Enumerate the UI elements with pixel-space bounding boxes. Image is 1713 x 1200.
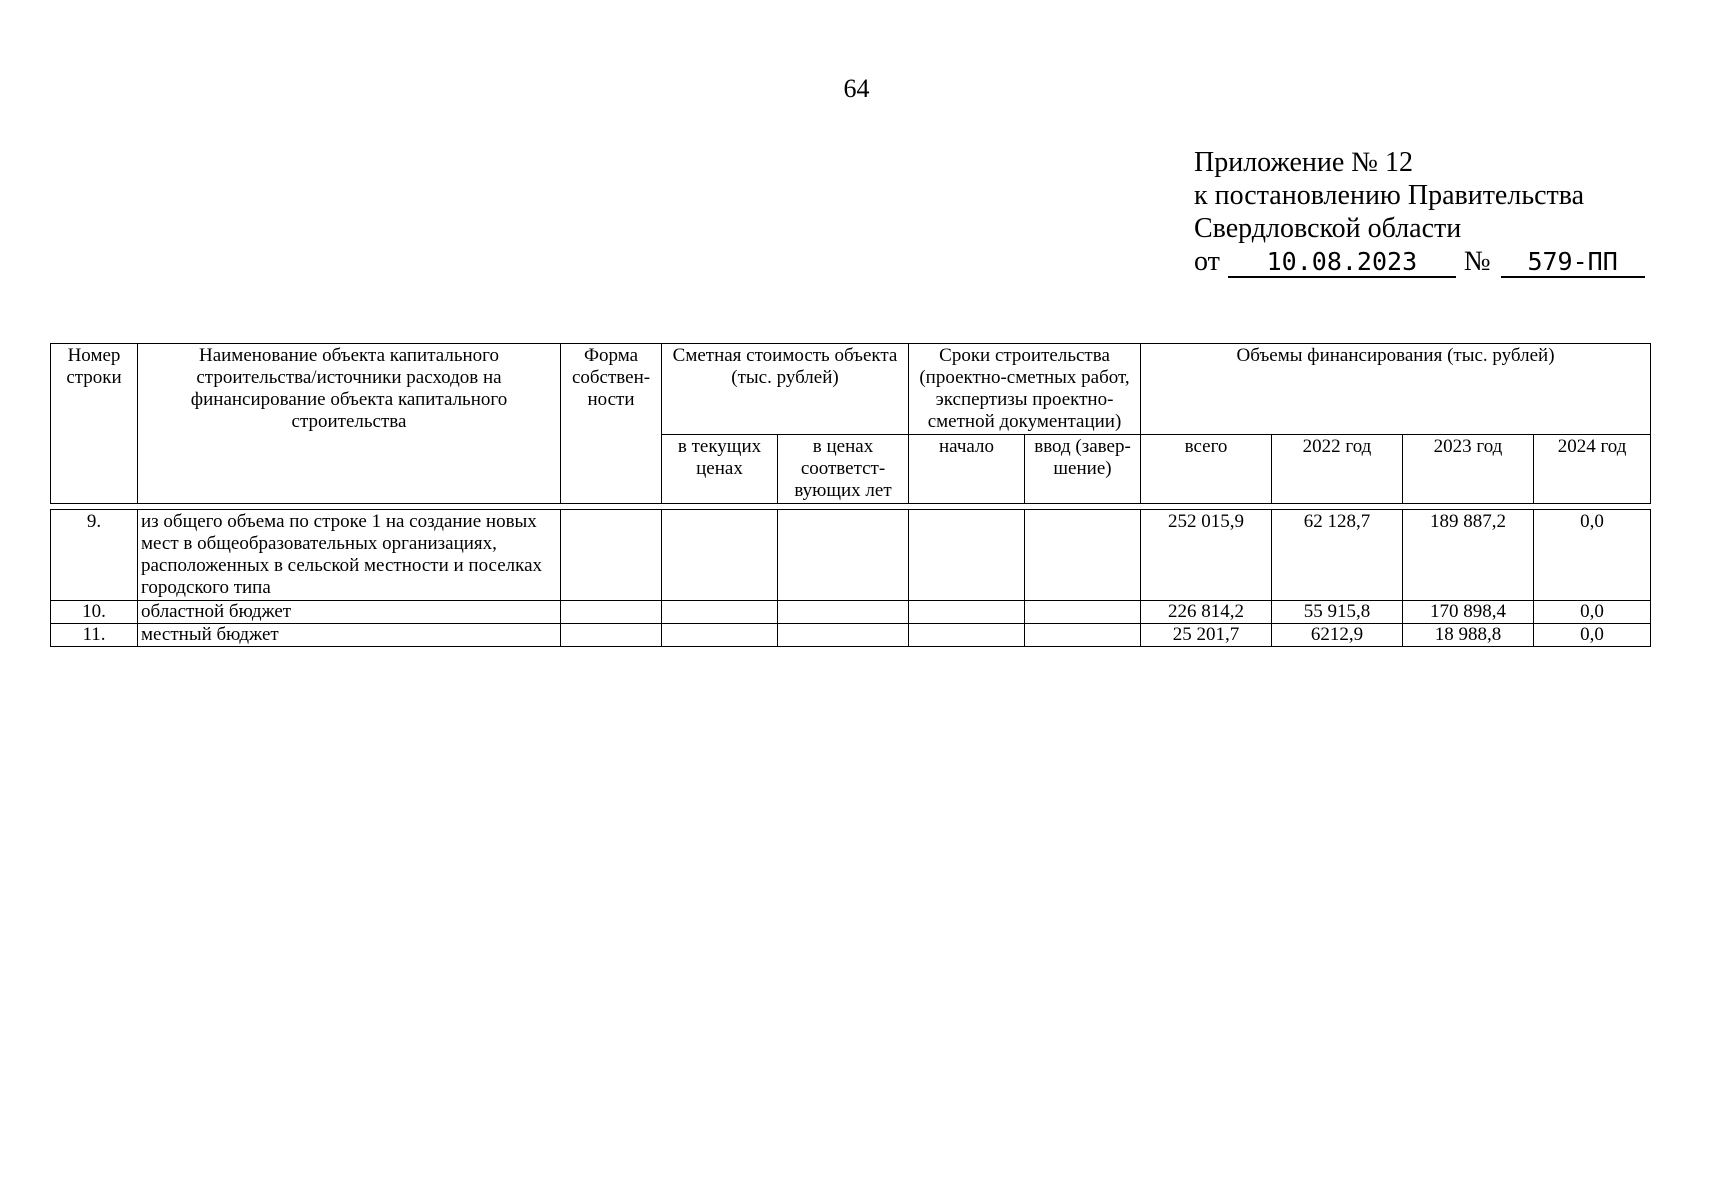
- row-number: 11.: [51, 624, 138, 647]
- row-completion: [1025, 601, 1141, 624]
- table-row: [51, 601, 1651, 624]
- appendix-line-3: Свердловской области: [1194, 213, 1462, 244]
- row-cost-years: [778, 624, 909, 647]
- row-cost-years: [778, 601, 909, 624]
- financing-table: [50, 343, 1651, 647]
- table-row: [51, 624, 1651, 647]
- header-cost-years: в ценах соответст-вующих лет: [778, 435, 909, 504]
- row-cost-current: [662, 510, 778, 601]
- decree-number: 579-ПП: [1501, 248, 1645, 278]
- header-total: всего: [1141, 435, 1272, 504]
- header-2023: 2023 год: [1403, 435, 1534, 504]
- header-2024: 2024 год: [1534, 435, 1651, 504]
- row-name: местный бюджет: [138, 624, 561, 647]
- row-cost-current: [662, 601, 778, 624]
- header-ownership: Форма собствен-ности: [561, 344, 662, 504]
- row-2023: 170 898,4: [1403, 601, 1534, 624]
- row-2024: 0,0: [1534, 510, 1651, 601]
- row-2022: 55 915,8: [1272, 601, 1403, 624]
- header-cost-current: в текущих ценах: [662, 435, 778, 504]
- row-total: 226 814,2: [1141, 601, 1272, 624]
- table-row: [51, 510, 1651, 601]
- row-ownership: [561, 601, 662, 624]
- row-name: областной бюджет: [138, 601, 561, 624]
- decree-date: 10.08.2023: [1228, 248, 1456, 278]
- row-number: 10.: [51, 601, 138, 624]
- header-completion: ввод (завер-шение): [1025, 435, 1141, 504]
- row-completion: [1025, 624, 1141, 647]
- header-construction-terms: Сроки строительства (проектно-сметных работ, экспертизы проектно-сметной документации): [909, 344, 1141, 435]
- row-cost-current: [662, 624, 778, 647]
- page-number: 64: [843, 74, 870, 103]
- appendix-date-line: [1194, 245, 1645, 278]
- appendix-line-2: к постановлению Правительства: [1194, 180, 1585, 211]
- row-2022: 62 128,7: [1272, 510, 1403, 601]
- header-row-number: Номер строки: [51, 344, 138, 504]
- number-label: №: [1463, 246, 1491, 277]
- row-ownership: [561, 510, 662, 601]
- header-financing: Объемы финансирования (тыс. рублей): [1141, 344, 1651, 435]
- header-name: Наименование объекта капитального строительства/источники расходов на финансирование объекта капитального строительства: [138, 344, 561, 504]
- row-total: 25 201,7: [1141, 624, 1272, 647]
- header-2022: 2022 год: [1272, 435, 1403, 504]
- row-start: [909, 624, 1025, 647]
- row-2024: 0,0: [1534, 624, 1651, 647]
- row-cost-years: [778, 510, 909, 601]
- row-2022: 6212,9: [1272, 624, 1403, 647]
- header-estimated-cost: Сметная стоимость объекта (тыс. рублей): [662, 344, 909, 435]
- header-start: начало: [909, 435, 1025, 504]
- row-start: [909, 510, 1025, 601]
- row-number: 9.: [51, 510, 138, 601]
- row-total: 252 015,9: [1141, 510, 1272, 601]
- row-2023: 189 887,2: [1403, 510, 1534, 601]
- appendix-title: Приложение № 12: [1194, 147, 1413, 178]
- appendix-block: [1194, 146, 1645, 278]
- row-2023: 18 988,8: [1403, 624, 1534, 647]
- row-completion: [1025, 510, 1141, 601]
- from-label: от: [1194, 246, 1220, 277]
- row-ownership: [561, 624, 662, 647]
- row-name: из общего объема по строке 1 на создание новых мест в общеобразовательных организациях, расположенных в сельской местности и поселках городского типа: [138, 510, 561, 601]
- row-2024: 0,0: [1534, 601, 1651, 624]
- row-start: [909, 601, 1025, 624]
